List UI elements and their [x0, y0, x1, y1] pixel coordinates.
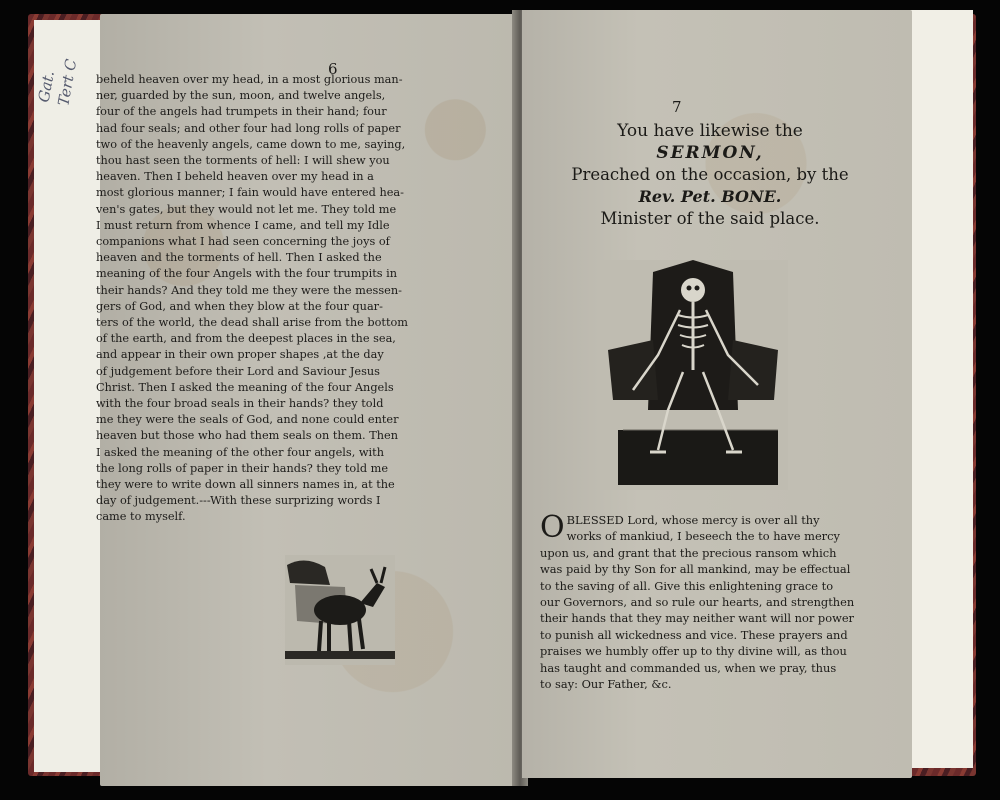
text-line: of the earth, and from the deepest places in the sea,	[96, 332, 396, 346]
page-number-right: 7	[672, 98, 682, 116]
text-line: two of the heavenly angels, came down to me, saying,	[96, 137, 406, 151]
text-line: heaven but those who had them seals on them. Then	[96, 429, 398, 443]
prayer-text	[540, 512, 856, 692]
text-line: to punish all wickedness and vice. These prayers and	[540, 627, 848, 642]
drop-cap: O	[540, 510, 565, 545]
goat-woodcut-illustration	[285, 555, 395, 665]
text-line: their hands that they may neither want will nor power	[540, 611, 855, 626]
text-line: has taught and commanded us, when we pray, thus	[540, 660, 837, 675]
text-line: ven's gates, but they would not let me. They told me	[96, 202, 397, 216]
text-line: I must return from whence I came, and tell my Idle	[96, 218, 390, 232]
text-line: works of mankiud, I beseech the to have mercy	[566, 529, 840, 544]
text-line: our Governors, and so rule our hearts, and strengthen	[540, 595, 855, 610]
text-line: was paid by thy Son for all mankind, may be effectual	[540, 562, 851, 577]
left-page-text	[96, 72, 502, 526]
text-line: most glorious manner; I fain would have entered hea-	[96, 186, 404, 200]
text-line: thou hast seen the torments of hell: I will shew you	[96, 154, 390, 168]
text-line: with the four broad seals in their hands? they told	[96, 397, 384, 411]
text-line: they were to write down all sinners names in, at the	[96, 478, 395, 492]
sermon-heading	[530, 120, 890, 230]
text-line: upon us, and grant that the precious ransom which	[540, 545, 837, 560]
heading-line: Minister of the said place.	[600, 209, 820, 228]
text-line: me they were the seals of God, and none could enter	[96, 413, 399, 427]
text-line: of judgement before their Lord and Saviour Jesus	[96, 364, 380, 378]
text-line: Christ. Then I asked the meaning of the four Angels	[96, 380, 394, 394]
text-line: came to myself.	[96, 510, 186, 524]
text-line: to say: Our Father, &c.	[540, 677, 672, 692]
text-line: had four seals; and other four had long rolls of paper	[96, 121, 401, 135]
text-line: praises we humbly offer up to thy divine will, as thou	[540, 644, 847, 659]
text-line: four of the angels had trumpets in their hand; four	[96, 105, 387, 119]
sermon-title: SERMON,	[656, 143, 764, 163]
text-line: their hands? And they told me they were the messen-	[96, 283, 402, 297]
heading-line: Preached on the occasion, by the	[571, 165, 849, 184]
text-line: the long rolls of paper in their hands? they told me	[96, 461, 389, 475]
text-line: heaven and the torments of hell. Then I asked the	[96, 251, 382, 265]
text-line: ner, guarded by the sun, moon, and twelve angels,	[96, 89, 386, 103]
text-line: beheld heaven over my head, in a most glorious man-	[96, 73, 403, 86]
text-line: ters of the world, the dead shall arise from the bottom	[96, 316, 408, 330]
text-line: gers of God, and when they blow at the four quar-	[96, 299, 383, 313]
heading-line: You have likewise the	[617, 121, 803, 141]
text-line: BLESSED Lord, whose mercy is over all thy	[566, 513, 820, 527]
preacher-name: Rev. Pet. BONE.	[638, 187, 782, 206]
handwritten-margin-note: Gat. Tert C	[34, 57, 81, 108]
page-number-left: 6	[328, 60, 338, 78]
text-line: heaven. Then I beheld heaven over my head in a	[96, 170, 374, 184]
text-line: companions what I had seen concerning the joys of	[96, 235, 390, 249]
text-line: and appear in their own proper shapes ,at the day	[96, 348, 384, 362]
text-line: day of judgement.---With these surprizing words I	[96, 494, 381, 508]
text-line: I asked the meaning of the other four angels, with	[96, 445, 384, 459]
text-line: to the saving of all. Give this enlightening grace to	[540, 578, 834, 593]
skeleton-throne-woodcut	[598, 260, 788, 490]
text-line: meaning of the four Angels with the four trumpits in	[96, 267, 398, 281]
